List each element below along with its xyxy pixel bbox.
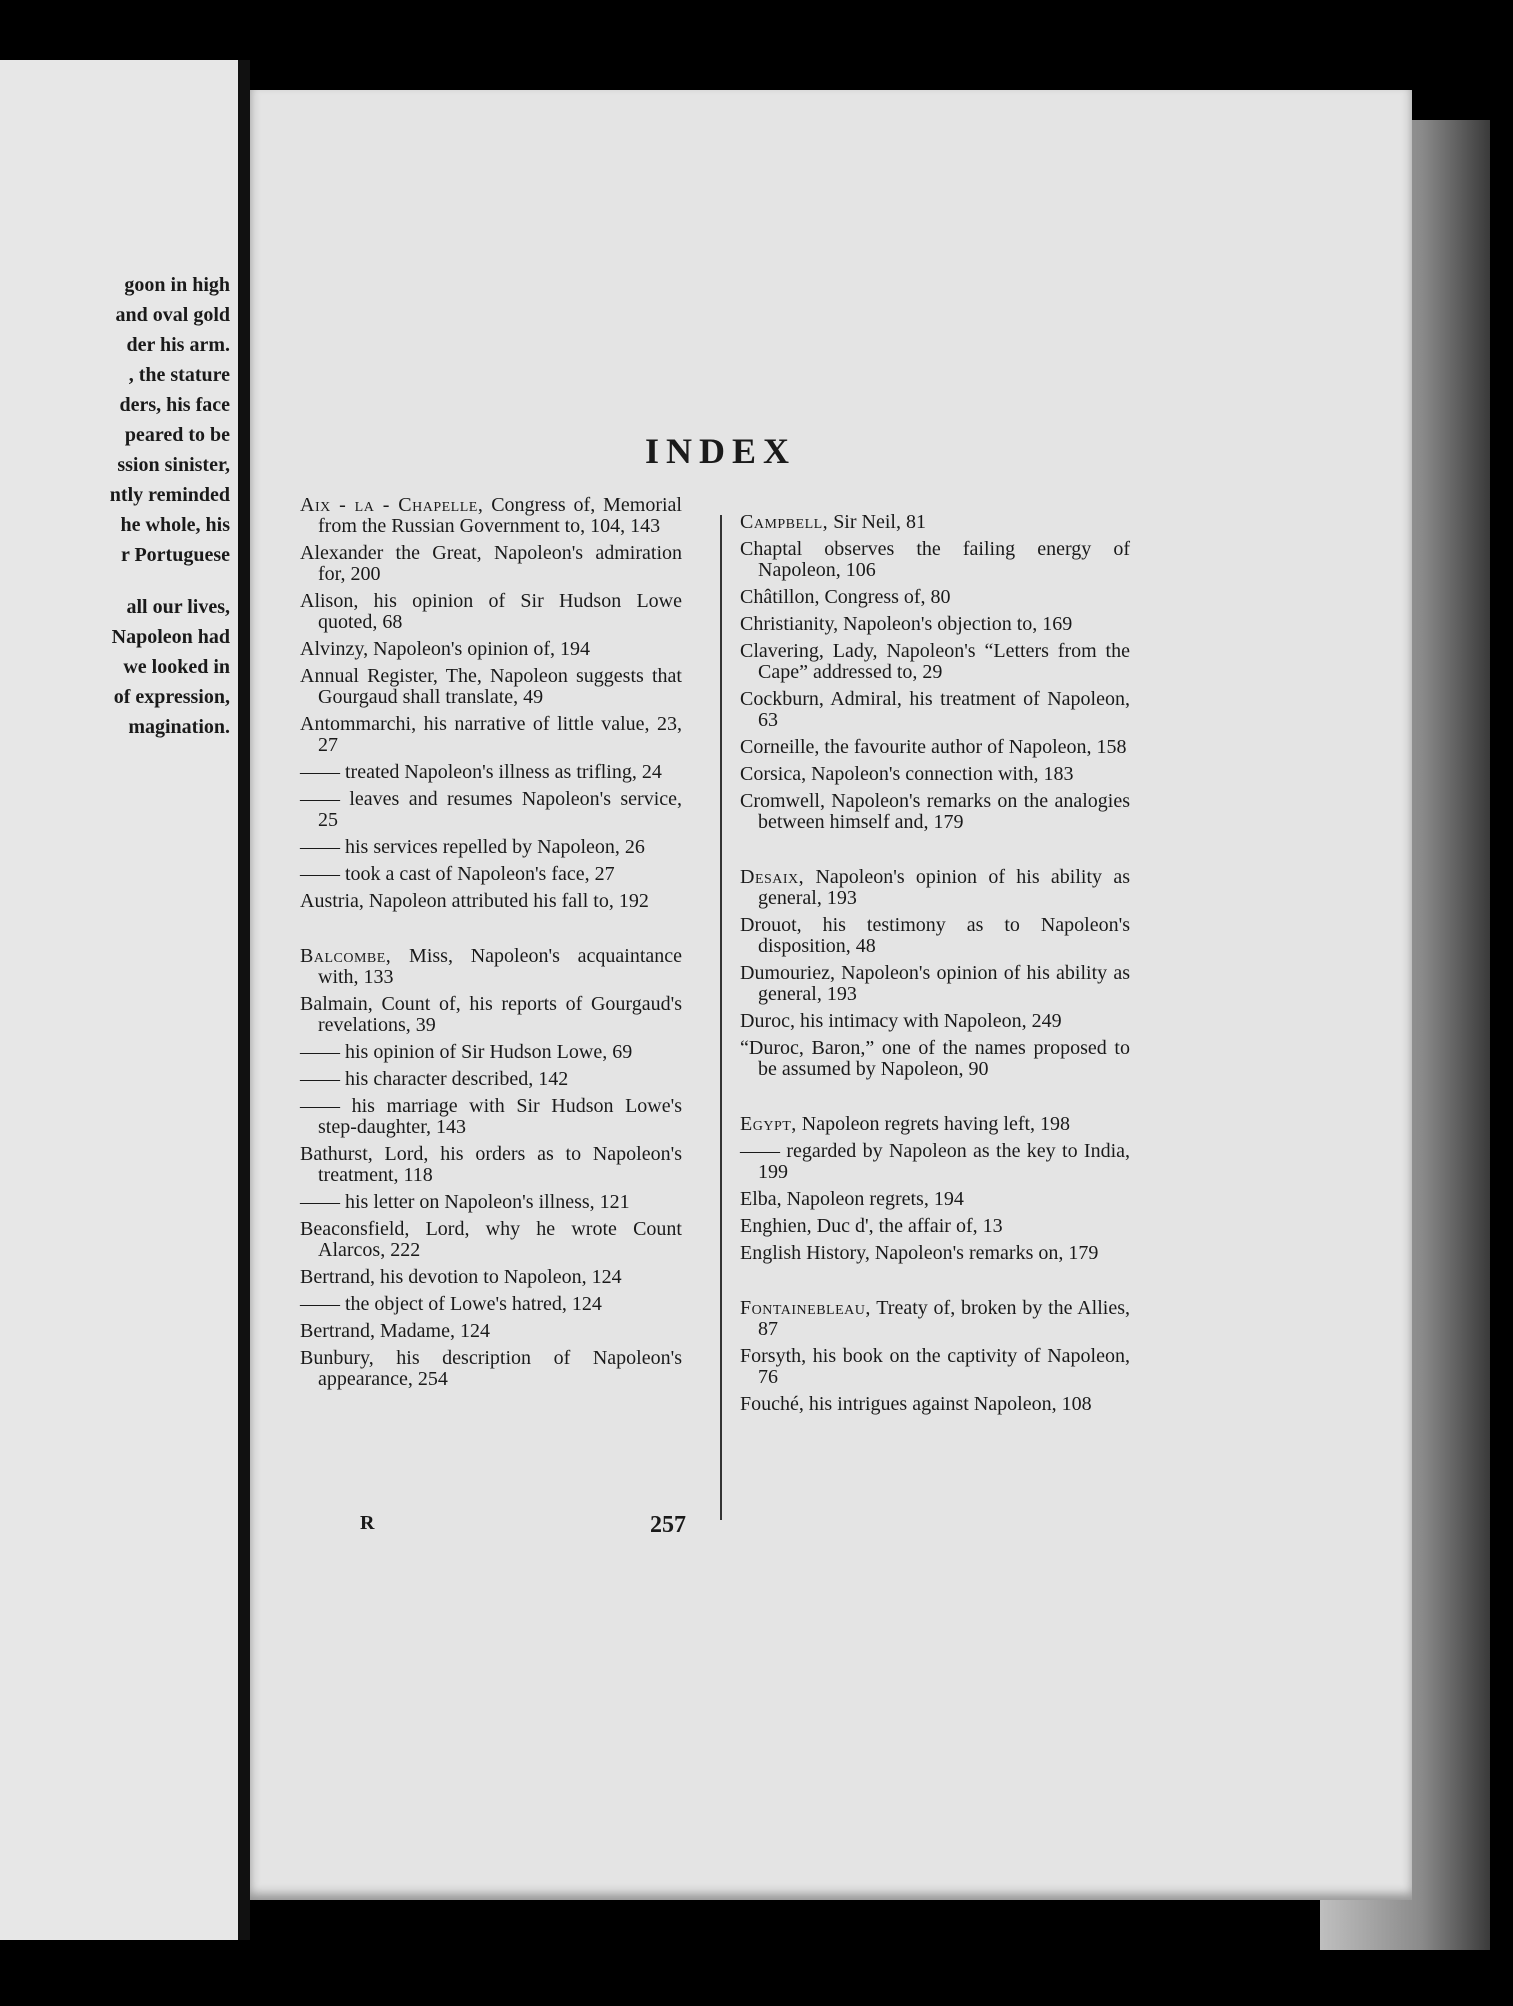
- index-entry-text: —— his letter on Napoleon's illness, 121: [300, 1191, 630, 1213]
- index-entry: [300, 1267, 682, 1288]
- index-entry-text: Bertrand, Madame, 124: [300, 1320, 490, 1342]
- index-entry: [740, 587, 1130, 608]
- index-entry: [300, 1219, 682, 1261]
- left-page-line: we looked in: [123, 656, 230, 678]
- index-entry: [300, 1144, 682, 1186]
- left-page: [0, 60, 238, 1940]
- index-entry-text: Drouot, his testimony as to Napoleon's disposition, 48: [740, 914, 1130, 957]
- left-page-line: , the stature: [128, 364, 230, 386]
- index-heading: Egypt,: [740, 1113, 797, 1135]
- index-entry: [740, 1114, 1130, 1135]
- index-entry: [740, 791, 1130, 833]
- index-entry-text: —— leaves and resumes Napoleon's service, 25: [300, 788, 682, 831]
- index-entry: [300, 994, 682, 1036]
- index-entry-text: Annual Register, The, Napoleon suggests that Gourgaud shall translate, 49: [300, 665, 682, 708]
- index-entry: [300, 666, 682, 708]
- index-entry: [740, 1243, 1130, 1264]
- index-entry: [740, 1346, 1130, 1388]
- index-entry-text: Christianity, Napoleon's objection to, 169: [740, 613, 1073, 635]
- index-entry-text: Elba, Napoleon regrets, 194: [740, 1188, 964, 1210]
- index-entry-text: Bunbury, his description of Napoleon's appearance, 254: [300, 1347, 682, 1390]
- index-entry-text: Chaptal observes the failing energy of Napoleon, 106: [740, 538, 1130, 581]
- index-heading: Balcombe,: [300, 945, 392, 967]
- index-entry: [300, 1192, 682, 1213]
- index-entry-text: Napoleon regrets having left, 198: [796, 1113, 1071, 1135]
- left-page-line: of expression,: [113, 686, 230, 708]
- index-entry-text: Dumouriez, Napoleon's opinion of his ability as general, 193: [740, 962, 1130, 1005]
- index-heading: Desaix,: [740, 866, 805, 888]
- index-entry-text: Alexander the Great, Napoleon's admiration for, 200: [300, 542, 682, 585]
- index-entry-text: —— regarded by Napoleon as the key to India, 199: [740, 1140, 1130, 1183]
- index-entry-text: Bertrand, his devotion to Napoleon, 124: [300, 1266, 622, 1288]
- index-entry-text: —— his services repelled by Napoleon, 26: [300, 836, 645, 858]
- index-column-1: [300, 495, 682, 1396]
- page-number: 257: [650, 1512, 686, 1538]
- index-entry: [740, 1189, 1130, 1210]
- index-entry: [300, 591, 682, 633]
- index-entry: [740, 1011, 1130, 1032]
- index-entry: [740, 1216, 1130, 1237]
- index-entry-text: “Duroc, Baron,” one of the names proposed to be assumed by Napoleon, 90: [740, 1037, 1130, 1080]
- index-entry-text: Miss, Napoleon's acquaintance with, 133: [318, 945, 682, 988]
- index-entry: [740, 963, 1130, 1005]
- left-page-line: magination.: [128, 716, 230, 738]
- index-entry: [740, 1141, 1130, 1183]
- signature-mark: R: [360, 1512, 375, 1534]
- index-entry: [740, 689, 1130, 731]
- index-entry: [300, 1096, 682, 1138]
- index-entry-text: —— his marriage with Sir Hudson Lowe's step-daughter, 143: [300, 1095, 682, 1138]
- index-entry-text: Bathurst, Lord, his orders as to Napoleon's treatment, 118: [300, 1143, 682, 1186]
- index-entry-text: Corneille, the favourite author of Napoleon, 158: [740, 736, 1127, 758]
- left-page-line: peared to be: [124, 424, 230, 446]
- index-entry: [300, 946, 682, 988]
- index-entry: [740, 512, 1130, 533]
- index-entry: [740, 737, 1130, 758]
- index-entry: [740, 1394, 1130, 1415]
- index-entry-text: Cromwell, Napoleon's remarks on the analogies between himself and, 179: [740, 790, 1130, 833]
- left-page-line: r Portuguese: [120, 544, 230, 566]
- index-entry-text: —— treated Napoleon's illness as trifling, 24: [300, 761, 662, 783]
- index-entry-text: Austria, Napoleon attributed his fall to, 192: [300, 890, 649, 912]
- index-entry: [740, 1298, 1130, 1340]
- index-entry-text: Sir Neil, 81: [828, 511, 926, 533]
- index-entry-text: Alison, his opinion of Sir Hudson Lowe quoted, 68: [300, 590, 682, 633]
- index-entry-text: Balmain, Count of, his reports of Gourgaud's revelations, 39: [300, 993, 682, 1036]
- index-entry: [300, 714, 682, 756]
- index-heading: Fontainebleau,: [740, 1297, 871, 1319]
- left-page-line: [0, 570, 230, 592]
- index-entry-text: Enghien, Duc d', the affair of, 13: [740, 1215, 1003, 1237]
- index-entry: [300, 495, 682, 537]
- left-page-line: ntly reminded: [109, 484, 230, 506]
- index-entry: [300, 1348, 682, 1390]
- index-entry-text: Duroc, his intimacy with Napoleon, 249: [740, 1010, 1062, 1032]
- index-entry: [740, 867, 1130, 909]
- index-entry-text: Congress of, Memorial from the Russian Government to, 104, 143: [318, 494, 682, 537]
- left-page-line: all our lives,: [126, 596, 230, 618]
- index-entry: [300, 1069, 682, 1090]
- left-page-line: ssion sinister,: [117, 454, 230, 476]
- index-heading: Campbell,: [740, 511, 829, 533]
- index-entry-text: Napoleon's opinion of his ability as general, 193: [758, 866, 1130, 909]
- column-rule: [720, 515, 722, 1520]
- index-entry-text: Alvinzy, Napoleon's opinion of, 194: [300, 638, 591, 660]
- book-gutter: [238, 60, 250, 1940]
- index-entry-text: English History, Napoleon's remarks on, 179: [740, 1242, 1099, 1264]
- index-entry-text: —— the object of Lowe's hatred, 124: [300, 1293, 602, 1315]
- index-entry: [300, 1042, 682, 1063]
- index-entry: [300, 762, 682, 783]
- index-entry: [740, 641, 1130, 683]
- index-entry: [740, 614, 1130, 635]
- left-page-line: he whole, his: [120, 514, 230, 536]
- left-page-line: Napoleon had: [111, 626, 230, 648]
- index-entry: [300, 1321, 682, 1342]
- index-entry-text: Châtillon, Congress of, 80: [740, 586, 951, 608]
- index-entry: [740, 764, 1130, 785]
- index-entry: [300, 789, 682, 831]
- left-page-line: der his arm.: [126, 334, 230, 356]
- index-entry-text: Fouché, his intrigues against Napoleon, 108: [740, 1393, 1092, 1415]
- index-entry: [300, 891, 682, 912]
- index-entry-text: Cockburn, Admiral, his treatment of Napoleon, 63: [740, 688, 1130, 731]
- index-title: INDEX: [645, 431, 797, 471]
- index-entry: [740, 915, 1130, 957]
- left-page-line: goon in high: [124, 274, 230, 296]
- index-entry-text: Clavering, Lady, Napoleon's “Letters from the Cape” addressed to, 29: [740, 640, 1130, 683]
- index-entry-text: —— took a cast of Napoleon's face, 27: [300, 863, 615, 885]
- index-entry: [300, 1294, 682, 1315]
- left-page-line: and oval gold: [115, 304, 230, 326]
- index-entry-text: Beaconsfield, Lord, why he wrote Count Alarcos, 222: [300, 1218, 682, 1261]
- index-entry: [300, 543, 682, 585]
- index-entry-text: Antommarchi, his narrative of little value, 23, 27: [300, 713, 682, 756]
- index-entry-text: Forsyth, his book on the captivity of Napoleon, 76: [740, 1345, 1130, 1388]
- left-page-line: ders, his face: [119, 394, 230, 416]
- index-entry-text: —— his opinion of Sir Hudson Lowe, 69: [300, 1041, 633, 1063]
- index-entry-text: Treaty of, broken by the Allies, 87: [758, 1297, 1130, 1340]
- index-column-2: [740, 512, 1130, 1421]
- left-page-text: [0, 270, 230, 742]
- index-entry: [740, 539, 1130, 581]
- index-entry-text: Corsica, Napoleon's connection with, 183: [740, 763, 1074, 785]
- index-entry: [740, 1038, 1130, 1080]
- index-heading: Aix - la - Chapelle,: [300, 494, 484, 516]
- index-entry-text: —— his character described, 142: [300, 1068, 569, 1090]
- index-entry: [300, 639, 682, 660]
- index-entry: [300, 837, 682, 858]
- index-entry: [300, 864, 682, 885]
